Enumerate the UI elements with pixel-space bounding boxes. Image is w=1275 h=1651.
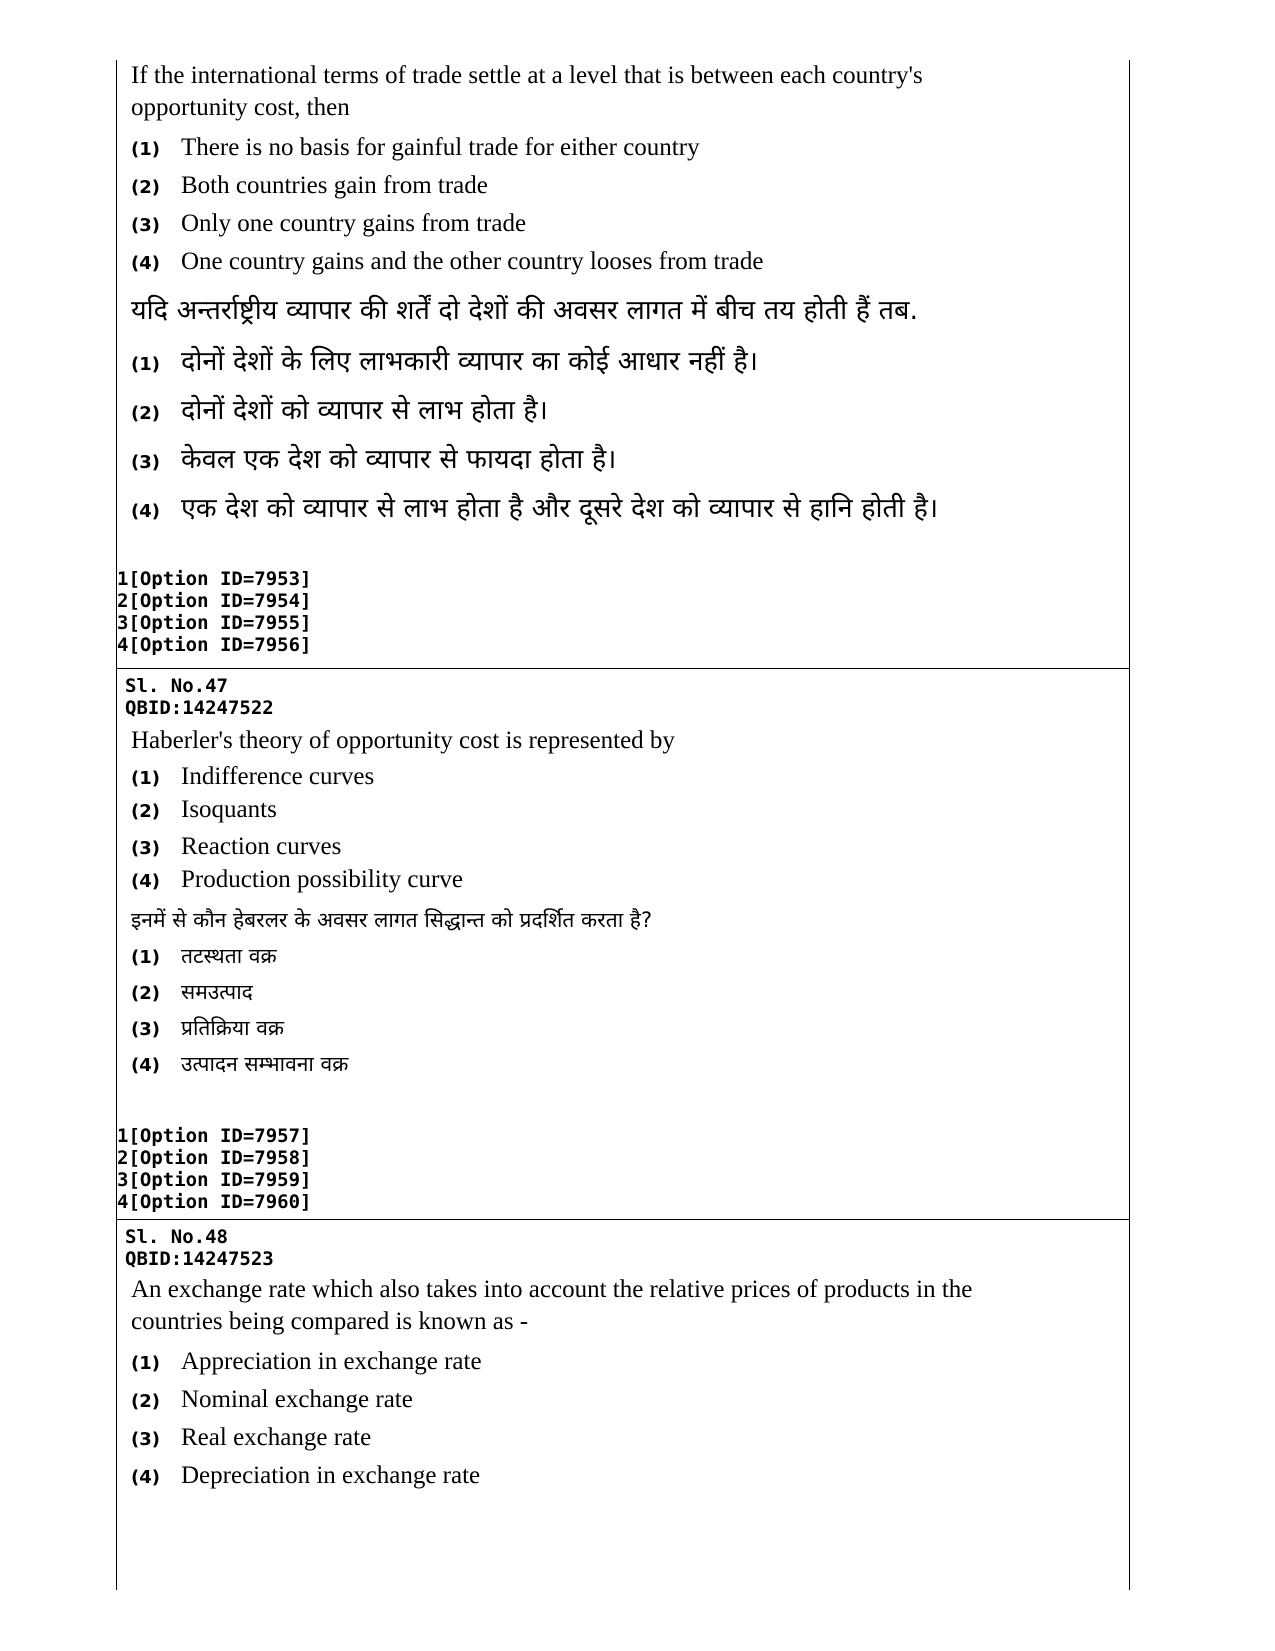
question-text-hi: इनमें से कौन हेबरलर के अवसर लागत सिद्धान्त को प्रदर्शित करता है? — [131, 908, 653, 932]
option-text: Real exchange rate — [181, 1424, 372, 1451]
option-number: (2) — [131, 1391, 160, 1412]
option-number: (3) — [131, 1429, 160, 1450]
option-id: 3[Option ID=7955] — [117, 612, 312, 634]
option-number: (4) — [131, 871, 160, 892]
option-text: Appreciation in exchange rate — [181, 1348, 482, 1375]
option-number: (2) — [131, 983, 160, 1004]
option-id: 2[Option ID=7958] — [117, 1147, 312, 1169]
option-number: (4) — [131, 253, 160, 274]
option-number: (1) — [131, 768, 160, 789]
option-text: समउत्पाद — [181, 980, 253, 1004]
option-en-3 — [131, 1424, 1129, 1452]
question-block-46 — [117, 60, 1129, 668]
option-en-2 — [131, 172, 1129, 200]
option-en-3 — [131, 833, 1129, 861]
option-id: 4[Option ID=7956] — [117, 634, 312, 656]
option-text: Reaction curves — [181, 833, 342, 860]
option-en-1 — [131, 1348, 1129, 1376]
option-id: 1[Option ID=7953] — [117, 568, 312, 590]
option-id-list — [117, 568, 311, 656]
option-number: (3) — [131, 215, 160, 236]
option-en-4 — [131, 1462, 1129, 1490]
option-text: Isoquants — [181, 796, 277, 823]
option-number: (1) — [131, 947, 160, 968]
option-id-list — [117, 1125, 311, 1213]
question-paper-page — [116, 60, 1130, 1590]
option-text: Only one country gains from trade — [181, 210, 527, 237]
option-hi-2 — [131, 978, 1129, 1006]
option-hi-2 — [131, 390, 1129, 427]
serial-number: Sl. No.48 — [125, 1226, 228, 1248]
option-text: केवल एक देश को व्यापार से फायदा होता है। — [181, 444, 617, 475]
option-id: 3[Option ID=7959] — [117, 1169, 312, 1191]
option-number: (3) — [131, 452, 160, 473]
option-number: (3) — [131, 838, 160, 859]
option-text: दोनों देशों के लिए लाभकारी व्यापार का कोई आधार नहीं है। — [181, 346, 758, 377]
option-hi-3 — [131, 1014, 1129, 1042]
option-number: (2) — [131, 801, 160, 822]
question-text-hi: यदि अन्तर्राष्ट्रीय व्यापार की शर्तें दो देशों की अवसर लागत में बीच तय होती हैं तब. — [131, 295, 919, 326]
qbid: QBID:14247523 — [125, 1248, 274, 1270]
serial-number: Sl. No.47 — [125, 675, 228, 697]
option-hi-1 — [131, 341, 1129, 378]
question-text-en: An exchange rate which also takes into account the relative prices of products in the countries being compared is known as - — [131, 1276, 973, 1335]
option-text: There is no basis for gainful trade for either country — [181, 134, 700, 161]
option-en-3 — [131, 210, 1129, 238]
option-hi-4 — [131, 488, 1129, 525]
option-number: (2) — [131, 403, 160, 424]
option-en-2 — [131, 796, 1129, 824]
option-text: One country gains and the other country looses from trade — [181, 248, 764, 275]
option-text: प्रतिक्रिया वक्र — [181, 1016, 285, 1040]
option-number: (4) — [131, 1055, 160, 1076]
option-en-4 — [131, 248, 1129, 276]
question-block-47 — [117, 668, 1129, 1219]
question-block-48 — [117, 1219, 1129, 1490]
option-id: 4[Option ID=7960] — [117, 1191, 312, 1213]
question-text-en: Haberler's theory of opportunity cost is represented by — [131, 727, 675, 754]
option-text: तटस्थता वक्र — [181, 944, 277, 968]
option-number: (2) — [131, 177, 160, 198]
option-hi-4 — [131, 1050, 1129, 1078]
option-id: 1[Option ID=7957] — [117, 1125, 312, 1147]
option-number: (1) — [131, 139, 160, 160]
option-text: एक देश को व्यापार से लाभ होता है और दूसरे देश को व्यापार से हानि होती है। — [181, 493, 939, 524]
option-text: उत्पादन सम्भावना वक्र — [181, 1052, 349, 1076]
option-text: Production possibility curve — [181, 866, 463, 893]
option-text: Nominal exchange rate — [181, 1386, 413, 1413]
option-number: (4) — [131, 501, 160, 522]
option-number: (4) — [131, 1467, 160, 1488]
option-text: Depreciation in exchange rate — [181, 1462, 481, 1489]
option-en-1 — [131, 134, 1129, 162]
option-number: (3) — [131, 1019, 160, 1040]
option-text: Indifference curves — [181, 763, 375, 790]
option-number: (1) — [131, 1353, 160, 1374]
qbid: QBID:14247522 — [125, 697, 274, 719]
option-id: 2[Option ID=7954] — [117, 590, 312, 612]
option-en-2 — [131, 1386, 1129, 1414]
option-en-1 — [131, 763, 1129, 791]
option-hi-3 — [131, 439, 1129, 476]
option-text: Both countries gain from trade — [181, 172, 488, 199]
option-hi-1 — [131, 942, 1129, 970]
option-text: दोनों देशों को व्यापार से लाभ होता है। — [181, 395, 548, 426]
option-number: (1) — [131, 354, 160, 375]
question-text-en: If the international terms of trade settle at a level that is between each country's opportunity cost, then — [131, 62, 923, 121]
option-en-4 — [131, 866, 1129, 894]
